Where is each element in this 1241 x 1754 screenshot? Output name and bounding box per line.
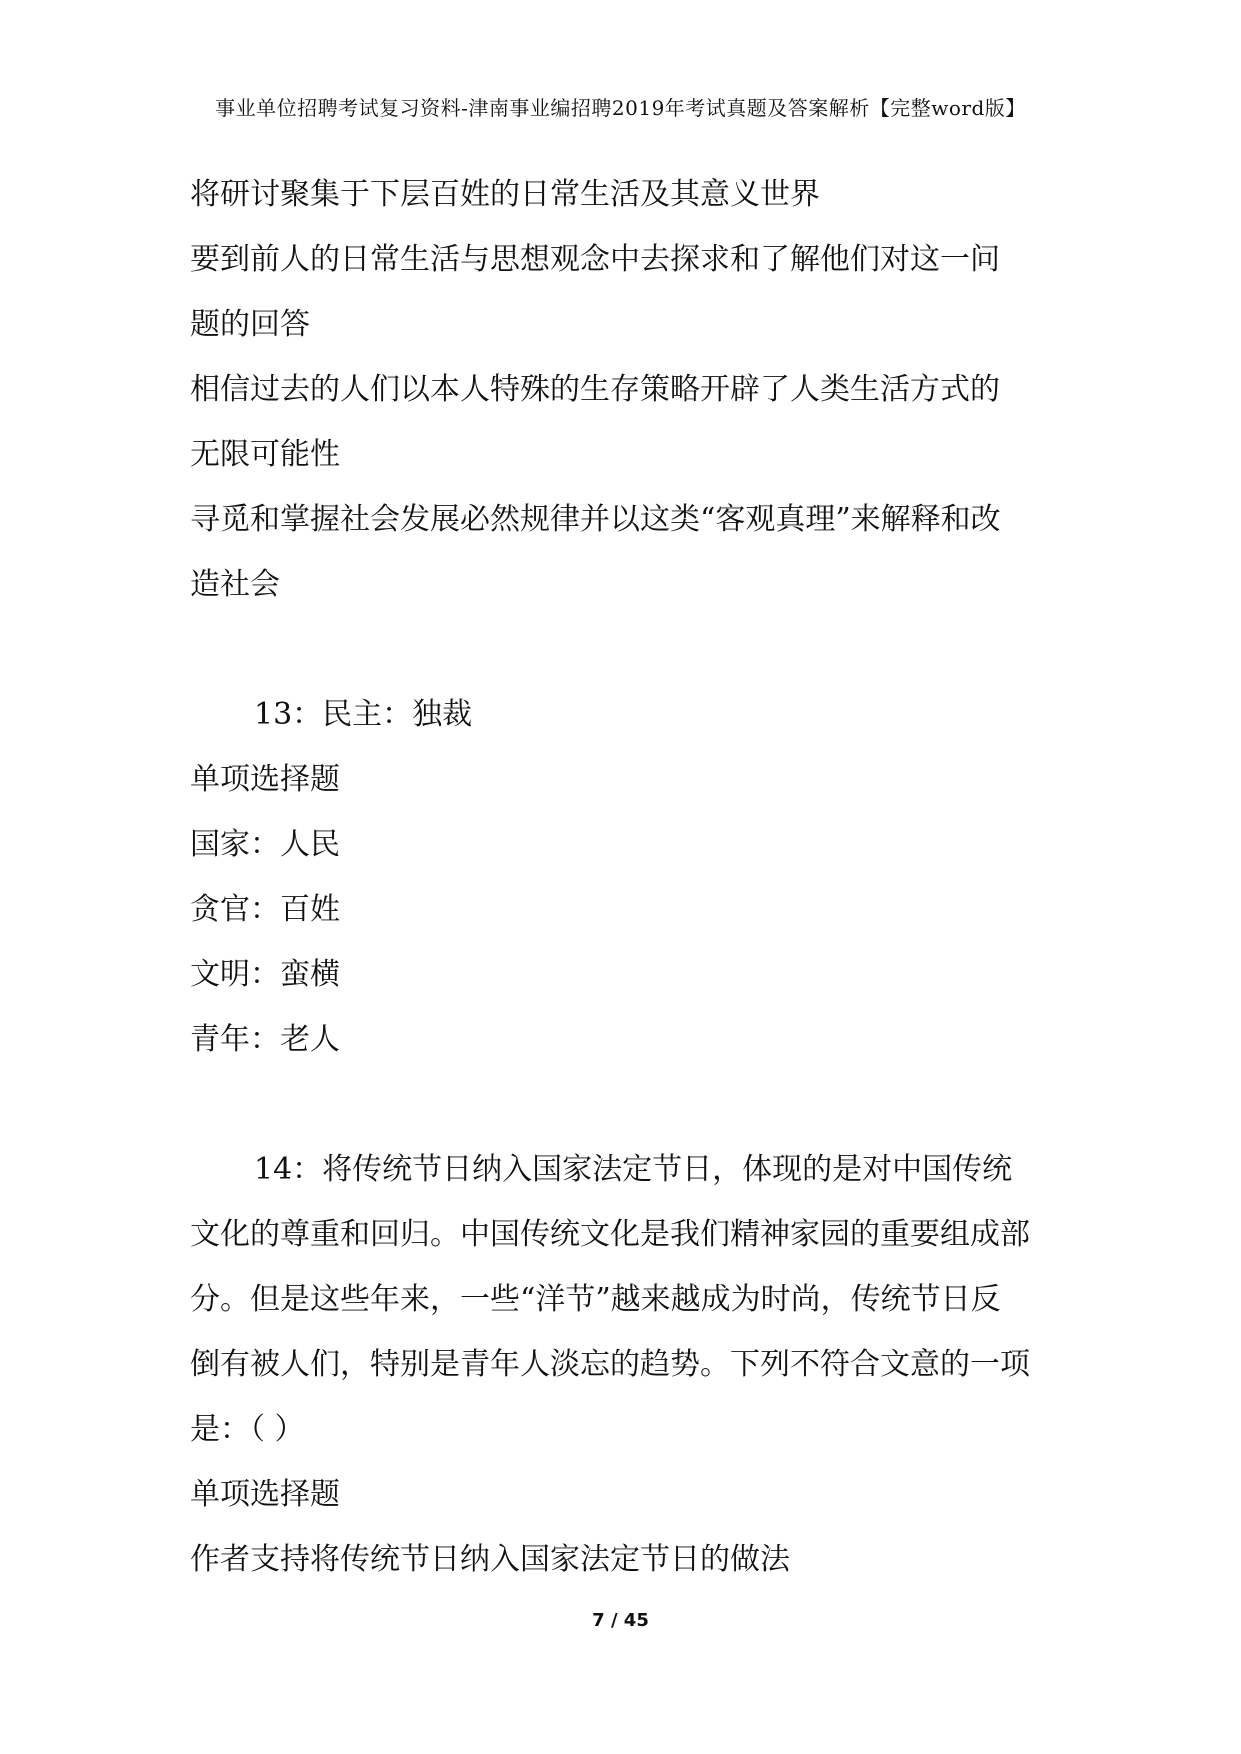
question-type: 单项选择题 <box>190 762 340 797</box>
option-text: 相信过去的人们以本人特殊的生存策略开辟了人类生活方式的 <box>190 372 1000 407</box>
option-text: 要到前人的日常生活与思想观念中去探求和了解他们对这一问 <box>190 242 1000 277</box>
option-text: 作者支持将传统节日纳入国家法定节日的做法 <box>190 1542 790 1577</box>
page-number: 7 / 45 <box>592 1610 649 1631</box>
question-stem: 13：民主：独裁 <box>254 697 473 732</box>
question-stem: 分。但是这些年来，一些“洋节”越来越成为时尚，传统节日反 <box>190 1282 1001 1317</box>
question-14 <box>190 1137 1060 1592</box>
previous-question-options <box>190 162 1060 617</box>
question-stem: 文化的尊重和回归。中国传统文化是我们精神家园的重要组成部 <box>190 1217 1030 1252</box>
option-text: 国家：人民 <box>190 827 340 862</box>
option-text: 寻觅和掌握社会发展必然规律并以这类“客观真理”来解释和改 <box>190 502 1001 537</box>
question-stem: 14：将传统节日纳入国家法定节日，体现的是对中国传统 <box>254 1152 1013 1187</box>
option-text: 青年：老人 <box>190 1022 340 1057</box>
option-text: 无限可能性 <box>190 437 340 472</box>
page-header: 事业单位招聘考试复习资料-津南事业编招聘2019年考试真题及答案解析【完整word版】 <box>215 96 1026 120</box>
option-text: 题的回答 <box>190 307 310 342</box>
page-content <box>190 162 1060 1592</box>
option-text: 贪官：百姓 <box>190 892 340 927</box>
option-text: 造社会 <box>190 567 280 602</box>
question-13 <box>190 682 1060 1072</box>
option-text: 将研讨聚集于下层百姓的日常生活及其意义世界 <box>190 177 820 212</box>
question-type: 单项选择题 <box>190 1477 340 1512</box>
question-stem: 是：（ ） <box>190 1412 305 1447</box>
question-stem: 倒有被人们，特别是青年人淡忘的趋势。下列不符合文意的一项 <box>190 1347 1030 1382</box>
option-text: 文明：蛮横 <box>190 957 340 992</box>
